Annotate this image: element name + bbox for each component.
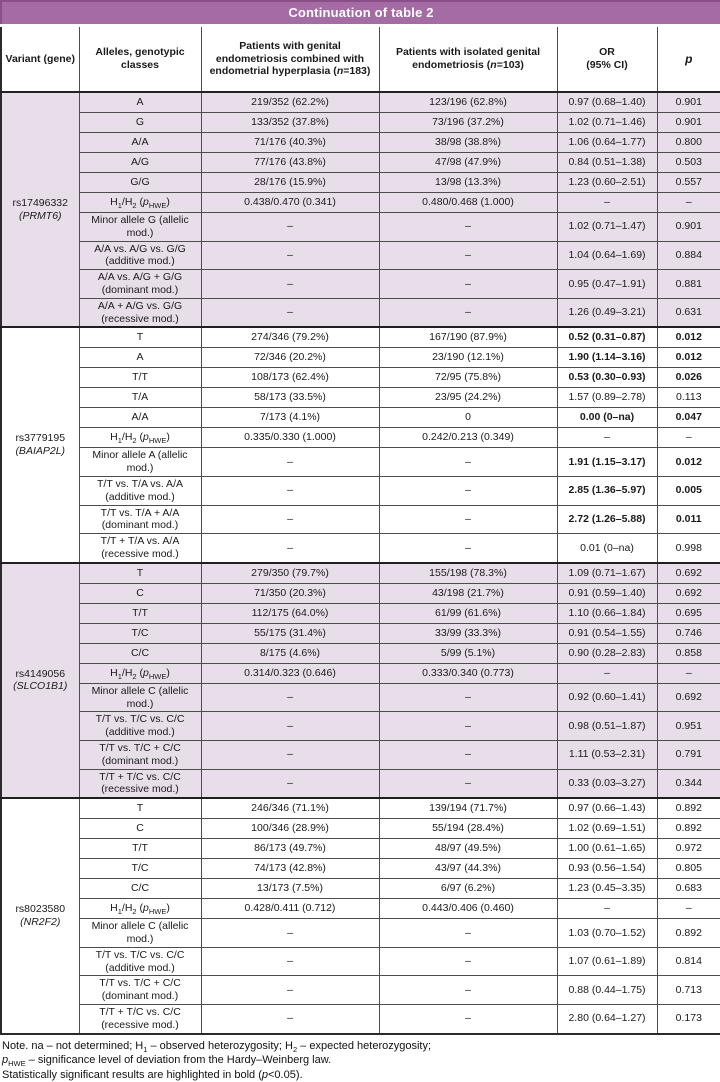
cell-combined-group-value: – (201, 448, 379, 477)
cell-p-value: 0.884 (657, 241, 720, 270)
cell-isolated-group-value: 43/97 (44.3%) (379, 859, 557, 879)
cell-or-ci: 2.72 (1.26–5.88) (557, 505, 657, 534)
table-row (1, 859, 720, 879)
cell-combined-group-value: 0.335/0.330 (1.000) (201, 428, 379, 448)
cell-isolated-group-value: 0.443/0.406 (0.460) (379, 899, 557, 919)
cell-isolated-group-value: – (379, 241, 557, 270)
cell-genotype-class: A/A vs. A/G + G/G (dominant mod.) (79, 270, 201, 299)
cell-isolated-group-value: – (379, 1004, 557, 1033)
cell-p-value: – (657, 428, 720, 448)
cell-combined-group-value: 71/350 (20.3%) (201, 583, 379, 603)
note-line-1: Note. na – not determined; $H_1$ – observed heterozygosity; $H_2$ – expected heterozygosity; (2, 1039, 716, 1054)
table-row (1, 298, 720, 327)
cell-or-ci: 0.97 (0.68–1.40) (557, 92, 657, 113)
cell-combined-group-value: 112/175 (64.0%) (201, 603, 379, 623)
cell-or-ci: 0.01 (0–na) (557, 534, 657, 563)
cell-or-ci: 0.98 (0.51–1.87) (557, 712, 657, 741)
table-row (1, 368, 720, 388)
cell-p-value: 0.113 (657, 388, 720, 408)
cell-genotype-class: A/G (79, 153, 201, 173)
cell-p-value: 0.805 (657, 859, 720, 879)
cell-combined-group-value: 77/176 (43.8%) (201, 153, 379, 173)
table-row (1, 428, 720, 448)
cell-genotype-class: T/C (79, 623, 201, 643)
cell-p-value: 0.012 (657, 348, 720, 368)
cell-or-ci: 1.03 (0.70–1.52) (557, 919, 657, 948)
cell-p-value: 0.012 (657, 327, 720, 348)
cell-p-value: – (657, 663, 720, 683)
table-row (1, 193, 720, 213)
cell-p-value: 0.503 (657, 153, 720, 173)
table-row (1, 270, 720, 299)
cell-or-ci: 0.91 (0.54–1.55) (557, 623, 657, 643)
cell-combined-group-value: – (201, 534, 379, 563)
cell-isolated-group-value: – (379, 712, 557, 741)
cell-genotype-class: T/T vs. T/A vs. A/A (additive mod.) (79, 476, 201, 505)
cell-genotype-class: T/T vs. T/C + C/C (dominant mod.) (79, 740, 201, 769)
cell-genotype-class: $H_1/H_2$ $(p_{HWE})$ (79, 193, 201, 213)
table-row (1, 643, 720, 663)
cell-or-ci: 1.07 (0.61–1.89) (557, 947, 657, 976)
cell-isolated-group-value: 0.480/0.468 (1.000) (379, 193, 557, 213)
cell-p-value: 0.746 (657, 623, 720, 643)
cell-combined-group-value: – (201, 270, 379, 299)
cell-or-ci: 0.84 (0.51–1.38) (557, 153, 657, 173)
cell-combined-group-value: 8/175 (4.6%) (201, 643, 379, 663)
cell-p-value: – (657, 899, 720, 919)
table-row (1, 712, 720, 741)
cell-isolated-group-value: – (379, 448, 557, 477)
cell-p-value: 0.173 (657, 1004, 720, 1033)
cell-or-ci: 1.00 (0.61–1.65) (557, 839, 657, 859)
cell-combined-group-value: – (201, 683, 379, 712)
table-row (1, 505, 720, 534)
cell-p-value: 0.012 (657, 448, 720, 477)
table-row (1, 388, 720, 408)
cell-or-ci: 0.95 (0.47–1.91) (557, 270, 657, 299)
cell-combined-group-value: 0.438/0.470 (0.341) (201, 193, 379, 213)
table-row (1, 839, 720, 859)
table-row (1, 603, 720, 623)
gene-name: (BAIAP2L) (5, 445, 76, 458)
table-row (1, 919, 720, 948)
cell-p-value: 0.692 (657, 683, 720, 712)
cell-combined-group-value: – (201, 712, 379, 741)
cell-p-value: 0.901 (657, 113, 720, 133)
cell-or-ci: – (557, 428, 657, 448)
variant-id: rs8023580 (5, 903, 76, 916)
cell-or-ci: 1.91 (1.15–3.17) (557, 448, 657, 477)
variant-id: rs4149056 (5, 668, 76, 681)
column-header-alleles: Alleles, genotypic classes (79, 26, 201, 93)
cell-genotype-class: C/C (79, 879, 201, 899)
cell-or-ci: 0.00 (0–na) (557, 408, 657, 428)
cell-p-value: 0.713 (657, 976, 720, 1005)
cell-combined-group-value: 274/346 (79.2%) (201, 327, 379, 348)
cell-combined-group-value: 133/352 (37.8%) (201, 113, 379, 133)
cell-or-ci: 0.33 (0.03–3.27) (557, 769, 657, 798)
cell-combined-group-value: – (201, 1004, 379, 1033)
cell-isolated-group-value: 23/190 (12.1%) (379, 348, 557, 368)
cell-combined-group-value: 28/176 (15.9%) (201, 173, 379, 193)
cell-combined-group-value: 279/350 (79.7%) (201, 563, 379, 584)
cell-isolated-group-value: 72/95 (75.8%) (379, 368, 557, 388)
cell-genotype-class: C (79, 583, 201, 603)
cell-combined-group-value: 219/352 (62.2%) (201, 92, 379, 113)
cell-isolated-group-value: 123/196 (62.8%) (379, 92, 557, 113)
cell-p-value: – (657, 193, 720, 213)
cell-or-ci: 1.11 (0.53–2.31) (557, 740, 657, 769)
cell-isolated-group-value: 47/98 (47.9%) (379, 153, 557, 173)
cell-or-ci: 0.97 (0.66–1.43) (557, 798, 657, 819)
cell-p-value: 0.901 (657, 92, 720, 113)
cell-isolated-group-value: 55/194 (28.4%) (379, 819, 557, 839)
cell-p-value: 0.881 (657, 270, 720, 299)
cell-genotype-class: T/T + T/A vs. A/A (recessive mod.) (79, 534, 201, 563)
cell-isolated-group-value: – (379, 534, 557, 563)
cell-genotype-class: T/T + T/C vs. C/C (recessive mod.) (79, 769, 201, 798)
cell-combined-group-value: 71/176 (40.3%) (201, 133, 379, 153)
cell-or-ci: 0.53 (0.30–0.93) (557, 368, 657, 388)
cell-isolated-group-value: 0.333/0.340 (0.773) (379, 663, 557, 683)
cell-or-ci: 1.57 (0.89–2.78) (557, 388, 657, 408)
cell-isolated-group-value: 0.242/0.213 (0.349) (379, 428, 557, 448)
cell-genotype-class: T/T vs. T/A + A/A (dominant mod.) (79, 505, 201, 534)
cell-p-value: 0.344 (657, 769, 720, 798)
variant-cell (1, 327, 79, 562)
cell-combined-group-value: 74/173 (42.8%) (201, 859, 379, 879)
cell-genotype-class: A/A vs. A/G vs. G/G (additive mod.) (79, 241, 201, 270)
variant-cell (1, 92, 79, 327)
table-row (1, 348, 720, 368)
variant-id: rs17496332 (5, 197, 76, 210)
table-row (1, 327, 720, 348)
cell-or-ci: 1.10 (0.66–1.84) (557, 603, 657, 623)
cell-isolated-group-value: 155/198 (78.3%) (379, 563, 557, 584)
cell-genotype-class: T/T (79, 603, 201, 623)
table-row (1, 798, 720, 819)
cell-combined-group-value: 246/346 (71.1%) (201, 798, 379, 819)
cell-genotype-class: Minor allele C (allelic mod.) (79, 919, 201, 948)
cell-genotype-class: T/C (79, 859, 201, 879)
cell-combined-group-value: 0.428/0.411 (0.712) (201, 899, 379, 919)
cell-genotype-class: T/T + T/C vs. C/C (recessive mod.) (79, 1004, 201, 1033)
cell-isolated-group-value: 33/99 (33.3%) (379, 623, 557, 643)
cell-p-value: 0.695 (657, 603, 720, 623)
cell-genotype-class: $H_1/H_2$ $(p_{HWE})$ (79, 428, 201, 448)
title-row (1, 1, 720, 26)
table-row (1, 241, 720, 270)
cell-p-value: 0.026 (657, 368, 720, 388)
cell-or-ci: 1.02 (0.71–1.47) (557, 213, 657, 242)
cell-p-value: 0.892 (657, 919, 720, 948)
cell-isolated-group-value: – (379, 976, 557, 1005)
cell-or-ci: 1.04 (0.64–1.69) (557, 241, 657, 270)
gene-name: (SLCO1B1) (5, 680, 76, 693)
cell-isolated-group-value: 61/99 (61.6%) (379, 603, 557, 623)
column-header-p-value: p (657, 26, 720, 93)
table-title: Continuation of table 2 (1, 1, 720, 26)
cell-p-value: 0.892 (657, 798, 720, 819)
cell-genotype-class: C (79, 819, 201, 839)
cell-or-ci: – (557, 663, 657, 683)
cell-or-ci: – (557, 193, 657, 213)
cell-isolated-group-value: 48/97 (49.5%) (379, 839, 557, 859)
cell-or-ci: 1.26 (0.49–3.21) (557, 298, 657, 327)
cell-genotype-class: $H_1/H_2$ $(p_{HWE})$ (79, 899, 201, 919)
table-row (1, 173, 720, 193)
cell-genotype-class: A/A (79, 408, 201, 428)
cell-isolated-group-value: 6/97 (6.2%) (379, 879, 557, 899)
cell-combined-group-value: 55/175 (31.4%) (201, 623, 379, 643)
cell-genotype-class: Minor allele G (allelic mod.) (79, 213, 201, 242)
table-row (1, 408, 720, 428)
table-row (1, 563, 720, 584)
cell-isolated-group-value: 23/95 (24.2%) (379, 388, 557, 408)
cell-genotype-class: Minor allele A (allelic mod.) (79, 448, 201, 477)
cell-combined-group-value: 7/173 (4.1%) (201, 408, 379, 428)
cell-combined-group-value: – (201, 241, 379, 270)
cell-isolated-group-value: 5/99 (5.1%) (379, 643, 557, 663)
note-line-2: $p_{HWE}$ – significance level of deviation from the Hardy–Weinberg law. (2, 1053, 716, 1068)
table-row (1, 153, 720, 173)
cell-or-ci: 0.93 (0.56–1.54) (557, 859, 657, 879)
cell-combined-group-value: 108/173 (62.4%) (201, 368, 379, 388)
table-row (1, 879, 720, 899)
cell-or-ci: 1.23 (0.45–3.35) (557, 879, 657, 899)
cell-genotype-class: T/A (79, 388, 201, 408)
column-header-variant: Variant (gene) (1, 26, 79, 93)
cell-combined-group-value: 13/173 (7.5%) (201, 879, 379, 899)
cell-or-ci: 1.02 (0.69–1.51) (557, 819, 657, 839)
column-header-or-ci: OR (95% CI) (557, 26, 657, 93)
cell-genotype-class: A (79, 348, 201, 368)
cell-p-value: 0.011 (657, 505, 720, 534)
cell-genotype-class: T (79, 327, 201, 348)
cell-genotype-class: T (79, 563, 201, 584)
cell-p-value: 0.800 (657, 133, 720, 153)
column-header-isolated-group: Patients with isolated genital endometriosis (n=103) (379, 26, 557, 93)
cell-isolated-group-value: 43/198 (21.7%) (379, 583, 557, 603)
cell-p-value: 0.901 (657, 213, 720, 242)
cell-genotype-class: C/C (79, 643, 201, 663)
cell-p-value: 0.791 (657, 740, 720, 769)
cell-genotype-class: Minor allele C (allelic mod.) (79, 683, 201, 712)
cell-isolated-group-value: 73/196 (37.2%) (379, 113, 557, 133)
cell-isolated-group-value: 167/190 (87.9%) (379, 327, 557, 348)
cell-isolated-group-value: 139/194 (71.7%) (379, 798, 557, 819)
cell-p-value: 0.557 (657, 173, 720, 193)
table-row (1, 769, 720, 798)
cell-isolated-group-value: – (379, 476, 557, 505)
cell-genotype-class: T/T (79, 368, 201, 388)
cell-isolated-group-value: – (379, 740, 557, 769)
cell-genotype-class: A (79, 92, 201, 113)
cell-genotype-class: T (79, 798, 201, 819)
table-row (1, 623, 720, 643)
gene-name: (NR2F2) (5, 916, 76, 929)
table-row (1, 899, 720, 919)
cell-isolated-group-value: – (379, 919, 557, 948)
cell-or-ci: 0.88 (0.44–1.75) (557, 976, 657, 1005)
cell-or-ci: 0.90 (0.28–2.83) (557, 643, 657, 663)
cell-or-ci: 1.02 (0.71–1.46) (557, 113, 657, 133)
cell-p-value: 0.951 (657, 712, 720, 741)
cell-p-value: 0.692 (657, 563, 720, 584)
table-row (1, 476, 720, 505)
cell-combined-group-value: – (201, 947, 379, 976)
cell-or-ci: 0.52 (0.31–0.87) (557, 327, 657, 348)
cell-isolated-group-value: – (379, 505, 557, 534)
table-row (1, 663, 720, 683)
cell-isolated-group-value: 13/98 (13.3%) (379, 173, 557, 193)
cell-p-value: 0.892 (657, 819, 720, 839)
cell-genotype-class: $H_1/H_2$ $(p_{HWE})$ (79, 663, 201, 683)
cell-genotype-class: T/T (79, 839, 201, 859)
cell-genotype-class: G (79, 113, 201, 133)
table-row (1, 740, 720, 769)
cell-or-ci: 1.90 (1.14–3.16) (557, 348, 657, 368)
cell-isolated-group-value: – (379, 683, 557, 712)
table-row (1, 819, 720, 839)
cell-or-ci: 1.23 (0.60–2.51) (557, 173, 657, 193)
variant-cell (1, 563, 79, 798)
cell-genotype-class: G/G (79, 173, 201, 193)
cell-isolated-group-value: – (379, 298, 557, 327)
cell-combined-group-value: – (201, 213, 379, 242)
cell-combined-group-value: 100/346 (28.9%) (201, 819, 379, 839)
cell-genotype-class: A/A + A/G vs. G/G (recessive mod.) (79, 298, 201, 327)
variant-cell (1, 798, 79, 1033)
table-row (1, 583, 720, 603)
table-row (1, 976, 720, 1005)
cell-combined-group-value: – (201, 919, 379, 948)
cell-or-ci: 1.09 (0.71–1.67) (557, 563, 657, 584)
table-row (1, 947, 720, 976)
cell-combined-group-value: – (201, 769, 379, 798)
cell-isolated-group-value: – (379, 947, 557, 976)
cell-p-value: 0.858 (657, 643, 720, 663)
cell-combined-group-value: – (201, 976, 379, 1005)
cell-combined-group-value: – (201, 476, 379, 505)
table-row (1, 213, 720, 242)
table-row (1, 1004, 720, 1033)
cell-p-value: 0.692 (657, 583, 720, 603)
note-line-3: Statistically significant results are highlighted in bold (p<0.05). (2, 1068, 716, 1082)
cell-genotype-class: T/T vs. T/C + C/C (dominant mod.) (79, 976, 201, 1005)
table-row (1, 534, 720, 563)
cell-p-value: 0.972 (657, 839, 720, 859)
cell-combined-group-value: 86/173 (49.7%) (201, 839, 379, 859)
table-row (1, 683, 720, 712)
cell-genotype-class: A/A (79, 133, 201, 153)
table-row (1, 113, 720, 133)
cell-or-ci: 0.92 (0.60–1.41) (557, 683, 657, 712)
cell-p-value: 0.998 (657, 534, 720, 563)
cell-isolated-group-value: 38/98 (38.8%) (379, 133, 557, 153)
variant-id: rs3779195 (5, 432, 76, 445)
cell-combined-group-value: – (201, 505, 379, 534)
cell-combined-group-value: 72/346 (20.2%) (201, 348, 379, 368)
cell-or-ci: 2.80 (0.64–1.27) (557, 1004, 657, 1033)
cell-combined-group-value: – (201, 740, 379, 769)
cell-p-value: 0.814 (657, 947, 720, 976)
cell-isolated-group-value: – (379, 213, 557, 242)
cell-or-ci: 2.85 (1.36–5.97) (557, 476, 657, 505)
cell-p-value: 0.683 (657, 879, 720, 899)
cell-genotype-class: T/T vs. T/C vs. C/C (additive mod.) (79, 712, 201, 741)
table-note (0, 1035, 720, 1082)
cell-or-ci: 1.06 (0.64–1.77) (557, 133, 657, 153)
cell-or-ci: – (557, 899, 657, 919)
cell-or-ci: 0.91 (0.59–1.40) (557, 583, 657, 603)
cell-p-value: 0.631 (657, 298, 720, 327)
cell-combined-group-value: – (201, 298, 379, 327)
cell-isolated-group-value: – (379, 769, 557, 798)
table-row (1, 448, 720, 477)
cell-isolated-group-value: – (379, 270, 557, 299)
column-header-combined-group: Patients with genital endometriosis combined with endometrial hyperplasia (n=183) (201, 26, 379, 93)
cell-isolated-group-value: 0 (379, 408, 557, 428)
gene-name: (PRMT6) (5, 210, 76, 223)
table-row (1, 133, 720, 153)
cell-combined-group-value: 58/173 (33.5%) (201, 388, 379, 408)
cell-genotype-class: T/T vs. T/C vs. C/C (additive mod.) (79, 947, 201, 976)
table-row (1, 92, 720, 113)
cell-p-value: 0.005 (657, 476, 720, 505)
column-header-row (1, 26, 720, 93)
cell-combined-group-value: 0.314/0.323 (0.646) (201, 663, 379, 683)
cell-p-value: 0.047 (657, 408, 720, 428)
